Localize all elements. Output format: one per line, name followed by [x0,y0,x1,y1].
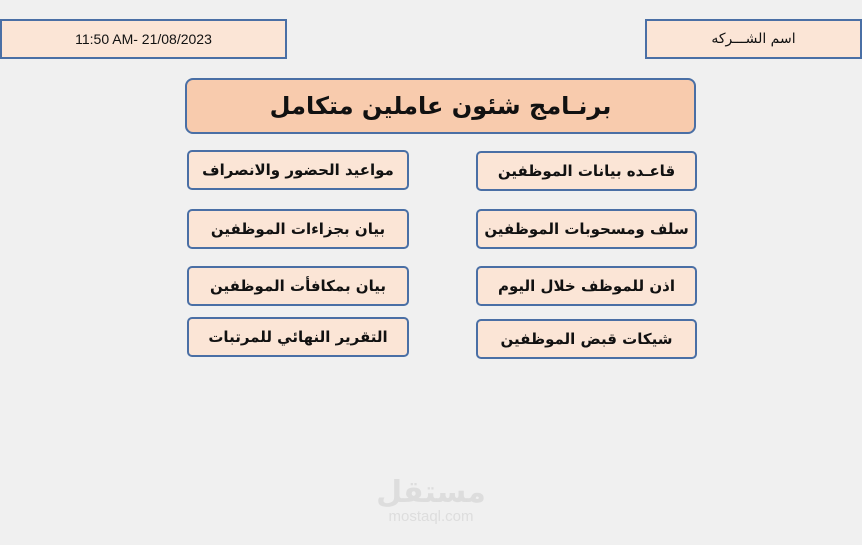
company-name-field: اسم الشـــركه [645,19,862,59]
mostaql-watermark [376,475,486,526]
attendance-times-button[interactable]: مواعيد الحضور والانصراف [187,150,409,190]
daily-leave-permission-button[interactable]: اذن للموظف خلال اليوم [476,266,697,306]
employee-rewards-button[interactable]: بيان بمكافأت الموظفين [187,266,409,306]
page-title: برنـامج شئون عاملين متكامل [185,78,696,134]
employee-advances-button[interactable]: سلف ومسحوبات الموظفين [476,209,697,249]
employee-penalties-button[interactable]: بيان بجزاءات الموظفين [187,209,409,249]
watermark-latin-text: mostaql.com [388,508,474,525]
datetime-display: 11:50 AM- 21/08/2023 [0,19,287,59]
watermark-arabic-text: مستقل [376,475,486,510]
final-payroll-report-button[interactable]: التقرير النهائي للمرتبات [187,317,409,357]
employee-database-button[interactable]: قاعـده بيانات الموظفين [476,151,697,191]
payroll-checks-button[interactable]: شيكات قبض الموظفين [476,319,697,359]
